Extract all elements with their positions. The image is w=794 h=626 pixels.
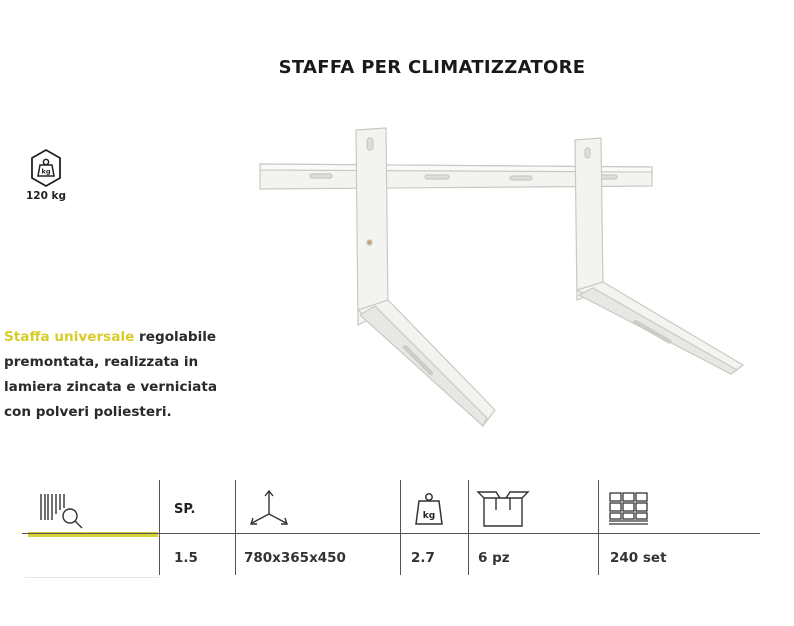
max-load-caption: 120 kg	[25, 190, 67, 202]
thickness-label: SP.	[174, 502, 196, 517]
description-line-2: premontata, realizzata in	[4, 354, 199, 370]
description-line-4: con polveri poliesteri.	[4, 404, 172, 420]
description-line-1	[4, 325, 264, 350]
description-line-3: lamiera zincata e verniciata	[4, 379, 218, 395]
weight-icon-text: kg	[41, 167, 51, 176]
page-title: STAFFA PER CLIMATIZZATORE	[278, 57, 586, 78]
kg-weight-icon	[412, 490, 446, 528]
table-underline	[25, 577, 159, 578]
spec-table	[0, 480, 794, 580]
column-divider	[468, 480, 469, 575]
weight-icon-text: kg	[422, 511, 436, 521]
column-divider	[598, 480, 599, 575]
column-divider	[235, 480, 236, 575]
kg-weight-icon	[29, 148, 63, 188]
barcode-search-icon	[38, 490, 86, 530]
column-divider	[400, 480, 401, 575]
dimensions-axes-icon	[244, 486, 294, 528]
pallet-value: 240 set	[610, 550, 667, 566]
pallet-icon	[608, 490, 652, 530]
product-image	[255, 120, 755, 440]
thickness-value: 1.5	[174, 550, 198, 566]
weight-value: 2.7	[411, 550, 435, 566]
description-line-1-rest: regolabile	[134, 329, 217, 345]
description-highlight: Staffa universale	[4, 329, 135, 345]
dimensions-value: 780x365x450	[244, 550, 346, 566]
max-load-badge	[22, 148, 70, 202]
column-divider	[159, 480, 160, 575]
box-icon	[476, 490, 530, 528]
table-divider	[22, 533, 760, 534]
pieces-value: 6 pz	[478, 550, 510, 566]
product-description	[4, 325, 264, 425]
